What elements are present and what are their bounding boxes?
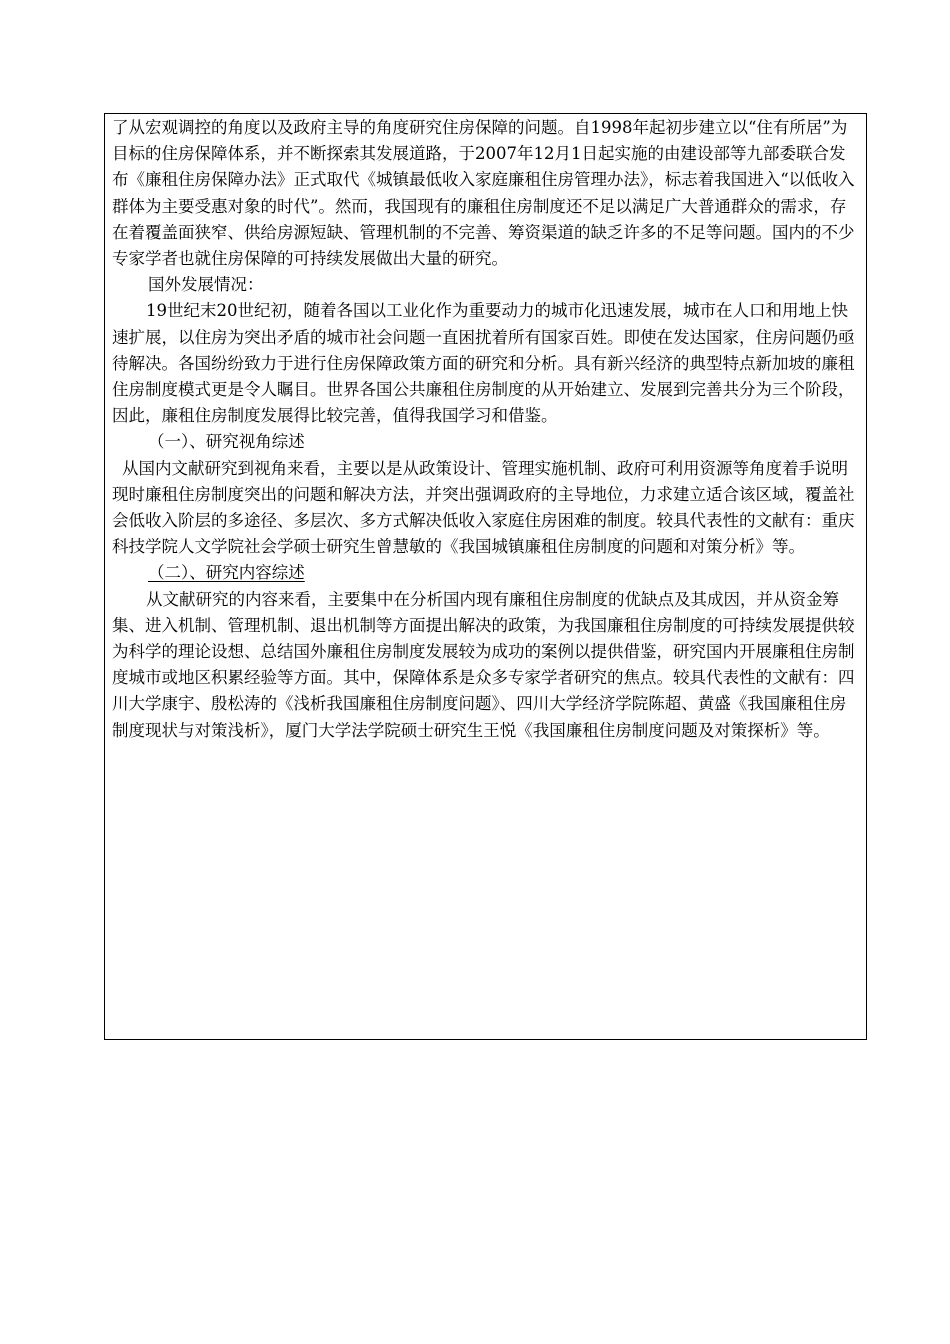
paragraph-research-content: 从文献研究的内容来看，主要集中在分析国内现有廉租住房制度的优缺点及其成因，并从资金筹集、进入机制、管理机制、退出机制等方面提出解决的政策，为我国廉租住房制度的可持续发展提供较为科学的理论设想、总结国外廉租住房制度发展较为成功的案例以提供借鉴，研究国内开展廉租住房制度城市或地区积累经验等方面。其中，保障体系是众多专家学者研究的焦点。较具代表性的文献有：四川大学康宇、殷松涛的《浅析我国廉租住房制度问题》、四川大学经济学院陈超、黄盛《我国廉租住房制度现状与对策浅析》，厦门大学法学院硕士研究生王悦《我国廉租住房制度问题及对策探析》等。 [112, 589, 855, 740]
section-heading-research-content [112, 560, 857, 586]
paragraph-domestic-overview: 了从宏观调控的角度以及政府主导的角度研究住房保障的问题。自1998年起初步建立以“住有所居”为目标的住房保障体系，并不断探索其发展道路，于2007年12月1日起实施的由建设部等九部委联合发布《廉租住房保障办法》正式取代《城镇最低收入家庭廉租住房管理办法》，标志着我国进入“以低收入群体为主要受惠对象的时代”。然而，我国现有的廉租住房制度还不足以满足广大普通群众的需求，存在着覆盖面狭窄、供给房源短缺、管理机制的不完善、筹资渠道的缺乏许多的不足等问题。国内的不少专家学者也就住房保障的可持续发展做出大量的研究。 [112, 118, 855, 269]
document-body [112, 115, 857, 744]
section-heading-research-perspective: （一）、研究视角综述 [148, 432, 305, 452]
underlined-heading-text: （二）、研究内容综述 [148, 563, 305, 583]
paragraph-foreign-development: 19世纪末20世纪初，随着各国以工业化作为重要动力的城市化迅速发展，城市在人口和用地上快速扩展，以住房为突出矛盾的城市社会问题一直困扰着所有国家百姓。即使在发达国家，住房问题仍亟待解决。各国纷纷致力于进行住房保障政策方面的研究和分析。具有新兴经济的典型特点新加坡的廉租住房制度模式更是令人瞩目。世界各国公共廉租住房制度的从开始建立、发展到完善共分为三个阶段，因此，廉租住房制度发展得比较完善，值得我国学习和借鉴。 [112, 301, 855, 426]
paragraph-foreign-development-heading: 国外发展情况： [148, 275, 264, 295]
paragraph-research-perspective: 从国内文献研究到视角来看，主要以是从政策设计、管理实施机制、政府可利用资源等角度着手说明现时廉租住房制度突出的问题和解决方法，并突出强调政府的主导地位，力求建立适合该区域，覆盖社会低收入阶层的多途径、多层次、多方式解决低收入家庭住房困难的制度。较具代表性的文献有：重庆科技学院人文学院社会学硕士研究生曾慧敏的《我国城镇廉租住房制度的问题和对策分析》等。 [112, 458, 855, 557]
